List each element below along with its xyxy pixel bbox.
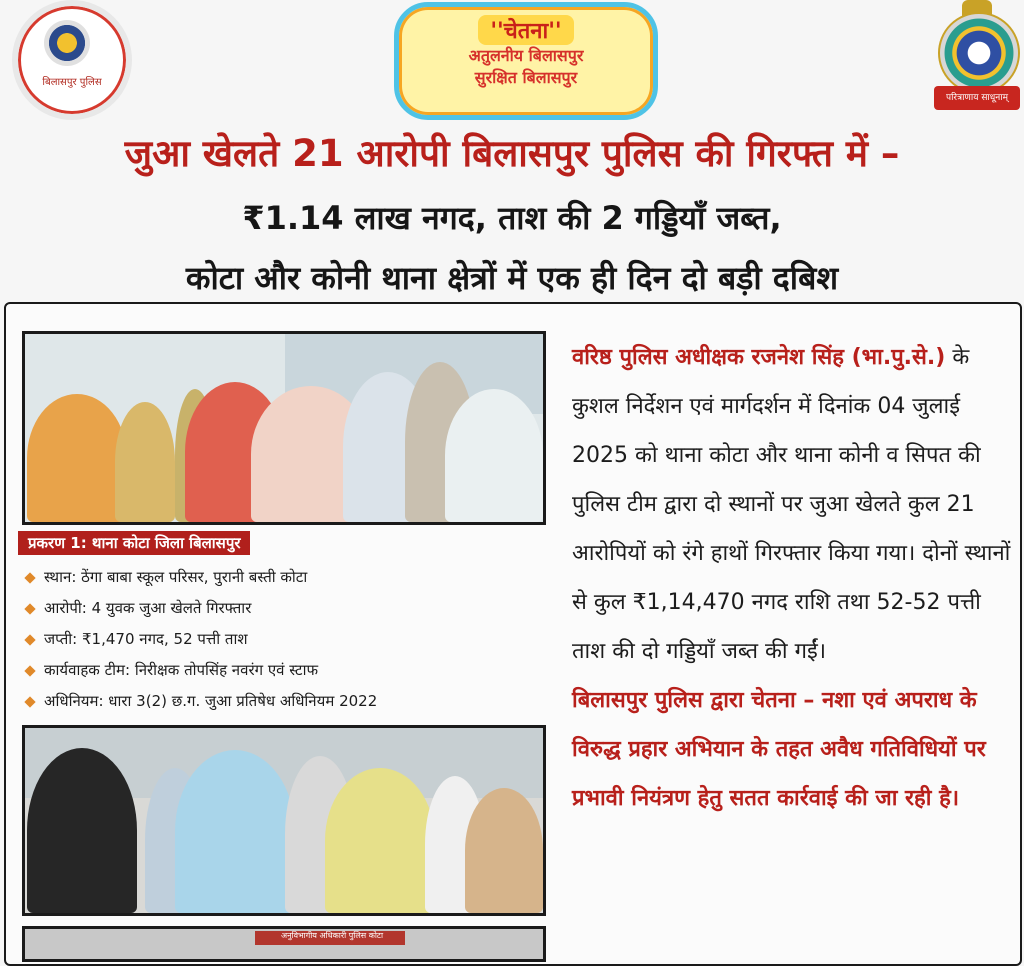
banner-line-2: सुरक्षित बिलासपुर	[474, 68, 578, 87]
subhead-1: ₹1.14 लाख नगद, ताश की 2 गड्डियाँ जब्त,	[242, 199, 782, 237]
headline: जुआ खेलते 21 आरोपी बिलासपुर पुलिस की गिरफ्त में –	[124, 132, 900, 175]
closing-paragraph: बिलासपुर पुलिस द्वारा चेतना – नशा एवं अपराध के विरुद्ध प्रहार अभियान के तहत अवैध गतिविधियों पर प्रभावी नियंत्रण हेतु सतत कार्रवाई की जा रही है।	[572, 688, 986, 811]
case1-act: अधिनियम: धारा 3(2) छ.ग. जुआ प्रतिषेध अधिनियम 2022	[22, 686, 552, 717]
case1-team: कार्यवाहक टीम: निरीक्षक तोपसिंह नवरंग एवं स्टाफ	[22, 655, 552, 686]
case1-title: प्रकरण 1: थाना कोटा जिला बिलासपुर	[18, 531, 250, 555]
cg-police-emblem	[932, 0, 1020, 118]
main-paragraph: के कुशल निर्देशन एवं मार्गदर्शन में दिनांक 04 जुलाई 2025 को थाना कोटा और थाना कोनी व सिपत की पुलिस टीम द्वारा दो स्थानों पर जुआ खेलते कुल 21 आरोपियों को रंगे हाथों गिरफ्तार किया गया। दोनों स्थानों से कुल ₹1,14,470 नगद राशि तथा 52-52 पत्ती ताश की दो गड्डियाँ जब्त की गईं।	[572, 345, 1011, 664]
case2-accused-photo	[22, 725, 546, 916]
emblem-ribbon: परित्राणाय साधूनाम्	[934, 86, 1020, 110]
press-paragraph	[572, 333, 1020, 676]
bilaspur-police-logo	[12, 0, 132, 120]
banner-tag: ''चेतना''	[478, 15, 573, 45]
emblem-disc-icon	[938, 12, 1020, 94]
police-badge-icon	[44, 20, 90, 66]
press-release-text	[572, 333, 1020, 823]
left-logo-text: बिलासपुर पुलिस	[42, 77, 102, 88]
case1-seizure: जप्ती: ₹1,470 नगद, 52 पत्ती ताश	[22, 624, 552, 655]
photo3-sign-text: अनुविभागीय अधिकारी पुलिस कोटा	[280, 931, 384, 940]
subhead-2: कोटा और कोनी थाना क्षेत्रों में एक ही दिन दो बड़ी दबिश	[185, 259, 839, 297]
banner-line-1: अतुलनीय बिलासपुर	[468, 46, 584, 65]
case1-accused-photo	[22, 331, 546, 525]
case2-third-photo	[22, 926, 546, 962]
sp-name: वरिष्ठ पुलिस अधीक्षक रजनेश सिंह (भा.पु.से.)	[572, 345, 946, 370]
chetna-banner	[394, 2, 658, 120]
case1-accused: आरोपी: 4 युवक जुआ खेलते गिरफ्तार	[22, 593, 552, 624]
case1-location: स्थान: ठेंगा बाबा स्कूल परिसर, पुरानी बस्ती कोटा	[22, 562, 552, 593]
case1-details	[22, 562, 552, 717]
